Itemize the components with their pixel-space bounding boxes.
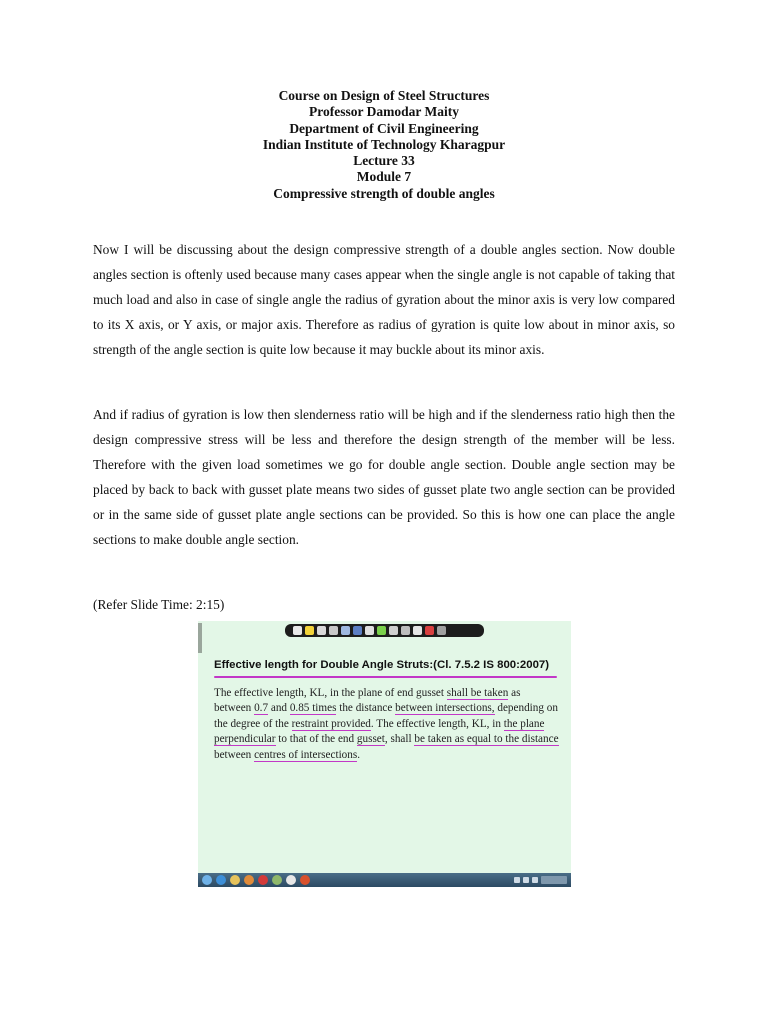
browser-icon <box>216 875 226 885</box>
shapes-icon <box>353 626 362 635</box>
pointer-icon <box>329 626 338 635</box>
pen-icon <box>293 626 302 635</box>
media-icon <box>244 875 254 885</box>
folder-icon <box>230 875 240 885</box>
redo-icon <box>413 626 422 635</box>
annotation-toolbar <box>285 624 484 637</box>
slide-time-reference: (Refer Slide Time: 2:15) <box>93 597 225 612</box>
title-underline-annotation <box>214 676 557 678</box>
professor-name: Professor Damodar Maity <box>309 104 459 120</box>
document-header <box>0 88 768 202</box>
lecture-slide-screenshot <box>198 621 571 887</box>
institute-name: Indian Institute of Technology Kharagpur <box>262 136 506 152</box>
lecture-number: Lecture 33 <box>353 153 415 169</box>
close-icon <box>437 626 446 635</box>
clock-display <box>541 876 567 884</box>
apps-icon <box>272 875 282 885</box>
flag-icon <box>514 877 520 883</box>
pdf-icon <box>258 875 268 885</box>
arrow-icon <box>317 626 326 635</box>
body-paragraph-2: And if radius of gyration is low then slenderness ratio will be high and if the slenderness ratio high then the design compressive stress will be less and therefore the design strength of the member will be less. Therefore with the given load sometimes we go for double angle section. Double angle section may be placed by back to back with gusset plate means two sides of gusset plate two angle section can be provided or in the same side of gusset plate angle sections can be provided. So this is how one can place the angle sections to make double angle section. <box>93 407 675 547</box>
start-icon <box>202 875 212 885</box>
slide-title: Effective length for Double Angle Struts:(Cl. 7.5.2 IS 800:2007) <box>214 659 550 671</box>
highlighter-icon <box>305 626 314 635</box>
text-icon <box>389 626 398 635</box>
course-title: Course on Design of Steel Structures <box>278 88 490 103</box>
clear-icon <box>425 626 434 635</box>
color-icon <box>377 626 386 635</box>
presentation-icon <box>300 875 310 885</box>
undo-icon <box>401 626 410 635</box>
department-name: Department of Civil Engineering <box>289 120 479 136</box>
system-tray <box>514 876 567 884</box>
windows-taskbar <box>198 873 571 887</box>
body-paragraph-1: Now I will be discussing about the design compressive strength of a double angles section. Now double angles section is oftenly used because many cases appear when the single angle is not capable of taking that much load and also in case of single angle the radius of gyration about the minor axis is very low compared to its X axis, or Y axis, or major axis. Therefore as radius of gyration is quite low about in minor axis, so strength of the angle section is quite low because it may buckle about its minor axis. <box>93 242 675 357</box>
module-number: Module 7 <box>356 169 412 185</box>
lecture-topic: Compressive strength of double angles <box>273 185 495 201</box>
slide-body-text: The effective length, KL, in the plane of end gusset shall be taken as between 0.7 and 0.85 times the distance between intersections, depending on the degree of the restraint provided. The effective length, KL, in the plane perpendicular to that of the end gusset, shall be taken as equal to the distance between centres of intersections. <box>214 687 559 761</box>
chrome-icon <box>286 875 296 885</box>
line-icon <box>365 626 374 635</box>
eraser-icon <box>341 626 350 635</box>
slide-edge-bar <box>198 623 202 653</box>
network-icon <box>523 877 529 883</box>
volume-icon <box>532 877 538 883</box>
